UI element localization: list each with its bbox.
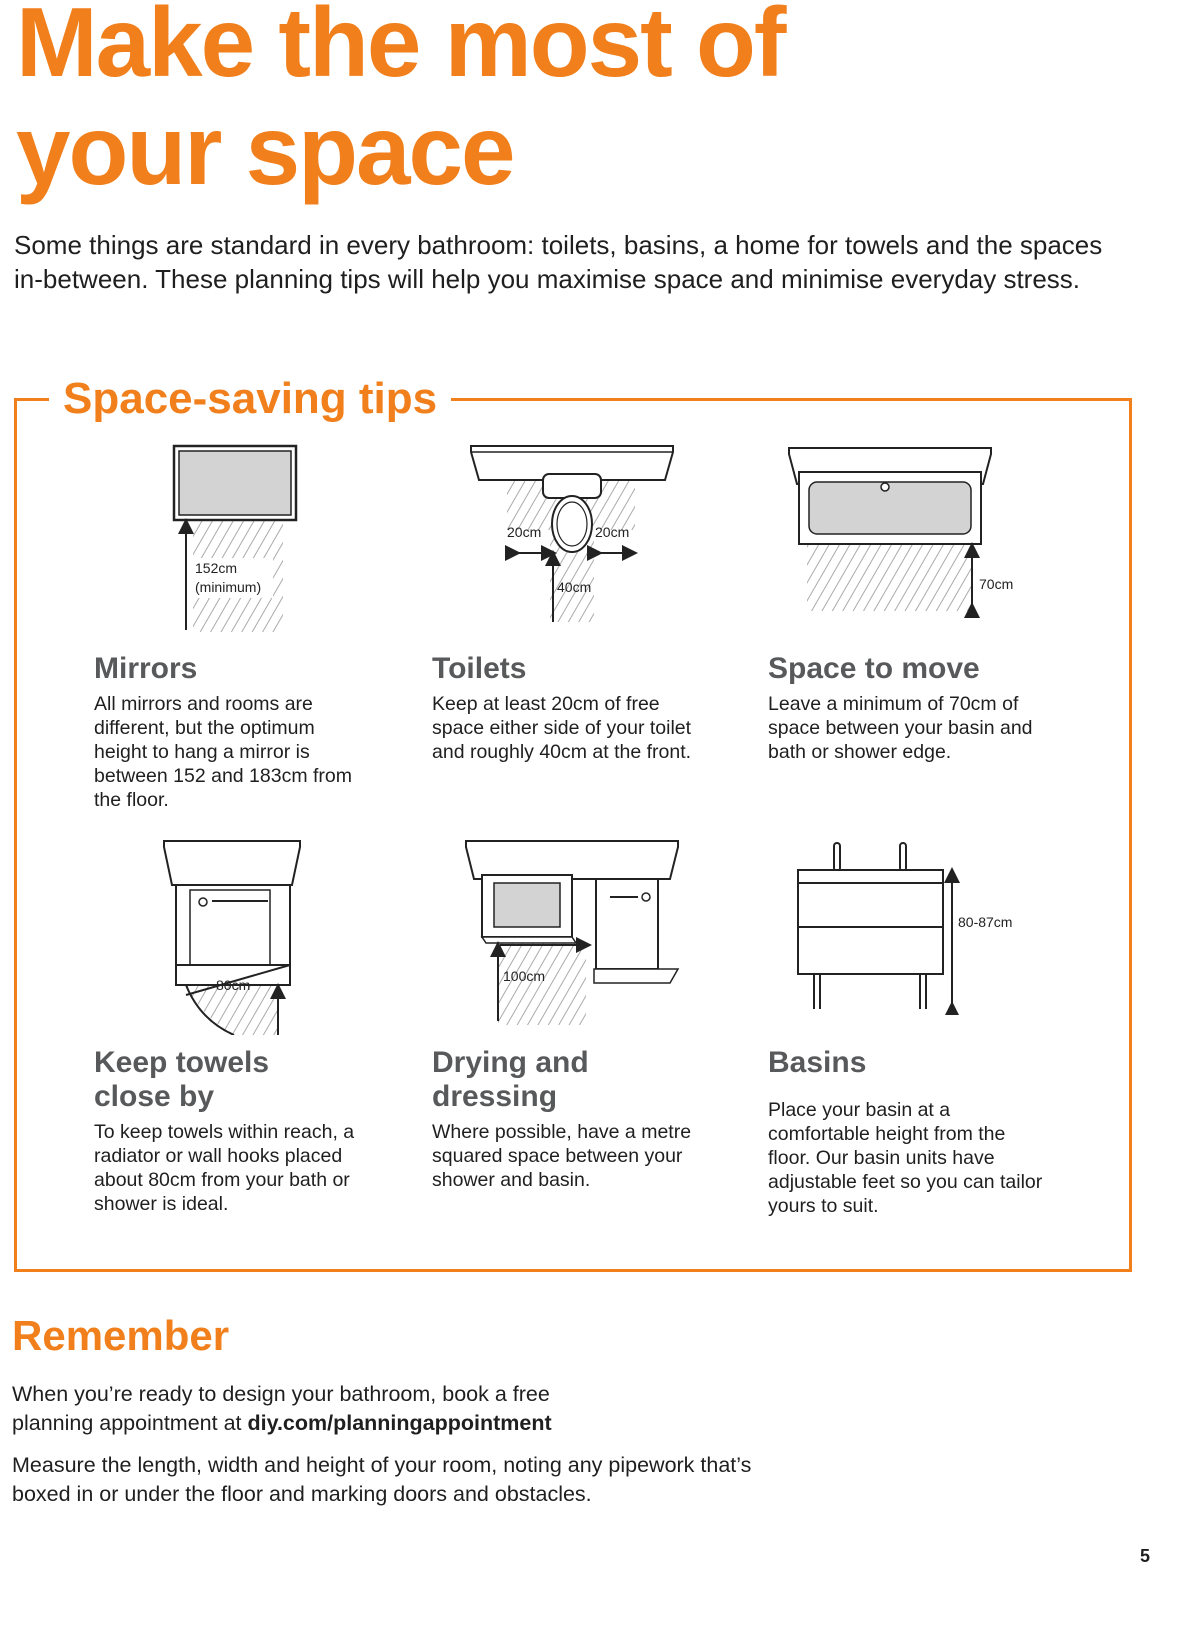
mirror-illustration — [165, 440, 305, 640]
tip-towels — [94, 1046, 394, 1216]
toilet-right-label: 20cm — [595, 524, 630, 540]
page-number: 5 — [1140, 1546, 1151, 1566]
tip-mirrors — [94, 652, 394, 812]
tip-body: All mirrors and rooms are different, but the optimum height to hang a mirror is between 152 and 183cm from the floor. — [94, 693, 352, 811]
intro-text: Some things are standard in every bathroom: toilets, basins, a home for towels and the spaces in-between. These planning tips will help you maximise space and minimise everyday stress. — [14, 230, 1103, 294]
tip-body: Leave a minimum of 70cm of space between your basin and bath or shower edge. — [768, 693, 1033, 763]
toilet-left-label: 20cm — [507, 524, 542, 540]
towel-distance-label: 80cm — [216, 977, 251, 993]
tip-basins — [768, 1046, 1068, 1218]
remember-appointment-text — [12, 1380, 632, 1438]
tip-heading: Space to move — [768, 652, 980, 685]
tip-space-to-move — [768, 652, 1068, 764]
title-line-2: your space — [16, 95, 514, 205]
drying-distance-label: 100cm — [503, 968, 546, 984]
title-line-1: Make the most of — [16, 0, 785, 97]
tip-drying — [432, 1046, 732, 1192]
tip-heading: Drying and dressing — [432, 1046, 589, 1113]
drying-illustration — [460, 835, 690, 1030]
tip-body: Place your basin at a comfortable height from the floor. Our basin units have adjustable feet so you can tailor yours to suit. — [768, 1099, 1043, 1217]
remember-measure-text: Measure the length, width and height of your room, noting any pipework that’s boxed in or under the floor and marking doors and obstacles. — [12, 1453, 752, 1506]
tips-heading: Space-saving tips — [49, 371, 451, 427]
tip-body: To keep towels within reach, a radiator or wall hooks placed about 80cm from your bath or shower is ideal. — [94, 1121, 355, 1215]
towel-illustration — [160, 835, 310, 1035]
mirror-height-label: 152cm — [195, 560, 238, 576]
appointment-text: When you’re ready to design your bathroom, book a free planning appointment at — [12, 1382, 550, 1435]
tip-body: Keep at least 20cm of free space either side of your toilet and roughly 40cm at the front. — [432, 693, 692, 763]
bath-distance-label: 70cm — [979, 576, 1014, 592]
planning-appointment-link[interactable]: diy.com/planningappointment — [247, 1411, 552, 1435]
tip-body: Where possible, have a metre squared space between your shower and basin. — [432, 1121, 692, 1191]
toilet-illustration — [465, 440, 685, 630]
page-title — [16, 0, 784, 204]
tip-heading: Basins — [768, 1046, 867, 1079]
mirror-minimum-label: (minimum) — [195, 579, 262, 595]
tip-heading: Keep towels close by — [94, 1046, 270, 1113]
toilet-front-label: 40cm — [557, 579, 592, 595]
tip-toilets — [432, 652, 732, 764]
basin-height-label: 80-87cm — [958, 914, 1013, 930]
tip-heading: Toilets — [432, 652, 527, 685]
remember-heading: Remember — [12, 1312, 230, 1359]
basin-illustration — [790, 835, 1040, 1015]
tip-heading: Mirrors — [94, 652, 198, 685]
bath-illustration — [785, 440, 1035, 620]
